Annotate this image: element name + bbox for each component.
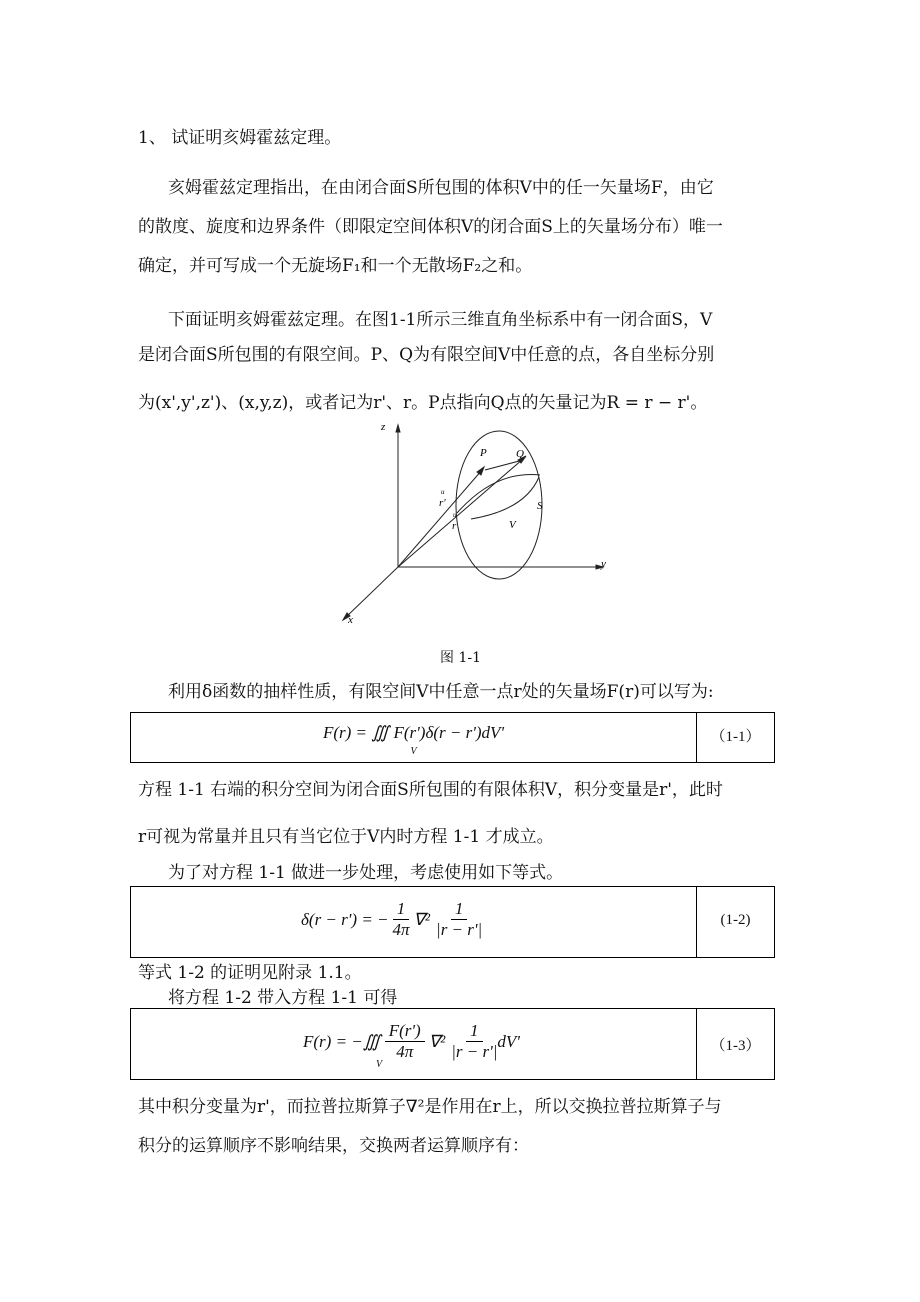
eq3-frac-den: |r − r'| bbox=[451, 1042, 498, 1061]
para7: 将方程 1-2 带入方程 1-1 可得 bbox=[168, 988, 398, 1008]
rp-arrow-mark: u bbox=[441, 488, 445, 496]
equation-1-2-number: (1-2) bbox=[720, 912, 751, 928]
eq3-den: 4π bbox=[396, 1042, 414, 1061]
eq2-frac-num: 1 bbox=[451, 899, 468, 920]
equation-1-2 bbox=[301, 899, 482, 940]
eq3-tail: dV' bbox=[497, 1031, 520, 1051]
equation-1-1-box bbox=[130, 712, 775, 763]
para6: 等式 1-2 的证明见附录 1.1。 bbox=[138, 963, 362, 983]
para2-line1: 下面证明亥姆霍兹定理。在图1-1所示三维直角坐标系中有一闭合面S，V bbox=[168, 310, 713, 330]
eq3-sub: V bbox=[376, 1059, 383, 1070]
eq2-lhs: δ(r − r') = − bbox=[301, 909, 389, 929]
axis-z-label: z bbox=[381, 421, 386, 433]
para1-line3: 确定，并可写成一个无旋场F₁和一个无散场F₂之和。 bbox=[138, 256, 533, 276]
para1-line1: 亥姆霍兹定理指出，在由闭合面S所包围的体积V中的任一矢量场F，由它 bbox=[168, 178, 714, 198]
eq3-op: ∇² bbox=[428, 1031, 446, 1051]
eq3-num: F(r') bbox=[385, 1021, 425, 1042]
equation-1-1-sub: V bbox=[410, 746, 417, 757]
eq2-num: 1 bbox=[393, 899, 410, 920]
para8-line2: 积分的运算顺序不影响结果，交换两者运算顺序有： bbox=[138, 1136, 529, 1156]
point-q-label: Q bbox=[516, 448, 524, 460]
eq2-den: 4π bbox=[392, 920, 410, 939]
axis-x-label: x bbox=[348, 614, 353, 626]
eq3-lhs: F(r) = −∭ bbox=[303, 1031, 381, 1051]
axis-y-label: y bbox=[601, 558, 606, 570]
r-arrow-mark: u bbox=[453, 511, 457, 519]
point-p-label: P bbox=[480, 447, 487, 459]
para3: 利用δ函数的抽样性质，有限空间V中任意一点r处的矢量场F(r)可以写为: bbox=[168, 682, 714, 702]
para4-line2: r可视为常量并且只有当它位于V内时方程 1-1 才成立。 bbox=[138, 827, 554, 847]
equation-1-3-box bbox=[130, 1008, 775, 1080]
para4-line1: 方程 1-1 右端的积分空间为闭合面S所包围的有限体积V，积分变量是r'，此时 bbox=[138, 780, 723, 800]
section-title: 1、 试证明亥姆霍兹定理。 bbox=[138, 128, 342, 148]
equation-1-1: F(r) = ∭ F(r')δ(r − r')dV' bbox=[322, 723, 505, 742]
equation-1-2-box bbox=[130, 886, 775, 958]
equation-1-1-number: （1-1） bbox=[710, 729, 761, 745]
surface-s-label: S bbox=[537, 500, 543, 512]
r-prime-label: r' bbox=[439, 497, 446, 509]
para8-line1: 其中积分变量为r'，而拉普拉斯算子∇²是作用在r上，所以交换拉普拉斯算子与 bbox=[138, 1097, 722, 1117]
figure-1-1 bbox=[335, 415, 625, 630]
para5: 为了对方程 1-1 做进一步处理，考虑使用如下等式。 bbox=[168, 863, 564, 883]
equation-1-3 bbox=[303, 1021, 520, 1062]
eq2-op: ∇² bbox=[413, 909, 431, 929]
eq2-frac-den: |r − r'| bbox=[436, 920, 483, 939]
eq3-frac-num: 1 bbox=[466, 1021, 483, 1042]
para1-line2: 的散度、旋度和边界条件（即限定空间体积V的闭合面S上的矢量场分布）唯一 bbox=[138, 217, 723, 237]
para2-line3: 为(x',y',z')、(x,y,z)，或者记为r'、r。P点指向Q点的矢量记为R = r − r'。 bbox=[138, 393, 708, 413]
r-label: r bbox=[452, 520, 457, 532]
equation-1-3-number: （1-3） bbox=[710, 1038, 761, 1054]
figure-caption: 图 1-1 bbox=[440, 650, 481, 666]
para2-line2: 是闭合面S所包围的有限空间。P、Q为有限空间V中任意的点，各自坐标分别 bbox=[138, 345, 715, 365]
volume-v-label: V bbox=[509, 519, 516, 531]
